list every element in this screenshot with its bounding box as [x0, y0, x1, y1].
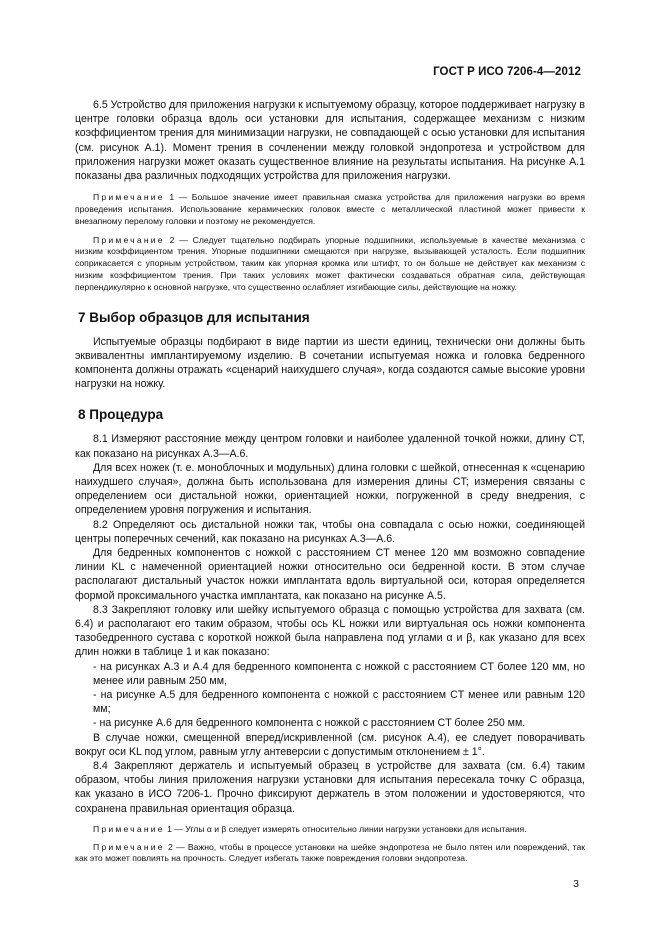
section-7-heading: 7 Выбор образцов для испытания	[78, 309, 310, 325]
list-item: - на рисунке А.6 для бедренного компонента с ножкой с расстоянием CT более 250 мм.	[93, 717, 526, 730]
paragraph-7: Испытуемые образцы подбирают в виде партии из шести единиц, технически они должны быть эквивалентны имплантируемому изделию. В сочетании испытуемая ножка и головка бедренного компонента должны отражать «сценарий наихудшего случая», когда создаются самые высокие уровни нагрузки на ножку.	[75, 335, 585, 391]
note-text: 2 — Следует тщательно подбирать упорные подшипники, используемые в качестве механизма с низким коэффициентом трения. Упорные подшипники смещаются при нагрузке, вызывающей усталость. Если подшипник соприкасается с упорным устройством, таким как упорная кромка или штифт, то он больше не действует как механизм с низким коэффициентом трения. При таких условиях может фактически создаваться обратная сила, действующая перпендикулярно к основной нагрузке, что существенно ослабляет изгибающие силы, действующие на ножку.	[75, 234, 585, 292]
note-label: Примечание	[93, 841, 165, 852]
section-8-heading: 8 Процедура	[78, 407, 164, 423]
page-content	[75, 98, 585, 865]
paragraph-8-3b: В случае ножки, смещенной вперед/искривленной (см. рисунок А.4), ее следует поворачивать вокруг оси KL под углом, равным углу антеверсии с допустимым отклонением ± 1°.	[75, 731, 585, 758]
paragraph-8-2: 8.2 Определяют ось дистальной ножки так, чтобы она совпадала с осью ножки, соединяющей центры поперечных сечений, как показано на рисунках А.3—А.6.	[75, 518, 585, 545]
paragraph-8-4: 8.4 Закрепляют держатель и испытуемый образец в устройстве для захвата (см. 6.4) таким образом, чтобы линия приложения нагрузки установки для испытания пересекала точку C образца, как указано в ИСО 7206-1. Прочно фиксируют держатель в этом положении и удостоверяются, что сохранена правильная ориентация образца.	[75, 760, 585, 815]
note-8-1	[75, 824, 585, 836]
page-number: 3	[573, 878, 579, 890]
note-6-2	[75, 235, 585, 294]
note-text: 1 — Большое значение имеет правильная смазка устройства для приложения нагрузки во время проведения испытания. Использование керамических головок вместе с металлической пластиной может привести к внезапному перелому головки и поэтому не рекомендуется.	[75, 192, 585, 226]
paragraph-8-2b: Для бедренных компонентов с ножкой с расстоянием CT менее 120 мм возможно совпадение линии KL с намеченной ориентацией ножки относительно оси бедренной кости. В этом случае располагают дистальный участок ножки имплантата вдоль виртуальной оси, которая определяется формой проксимального участка имплантата, как показано на рисунке А.5.	[75, 547, 585, 602]
note-text: 2 — Важно, чтобы в процессе установки на шейке эндопротеза не было пятен или повреждений, так как это может повлиять на прочность. Следует избегать также повреждения головки эндопротеза.	[75, 841, 585, 864]
note-label: Примечание	[93, 234, 165, 245]
list-item: - на рисунках А.3 и А.4 для бедренного компонента с ножкой с расстоянием CT более 120 мм, но менее или равным 250 мм,	[93, 660, 585, 687]
paragraph-6-5: 6.5 Устройство для приложения нагрузки к испытуемому образцу, которое поддерживает нагрузку в центре головки образца вдоль оси установки для испытания, содержащее механизм с низким коэффициентом трения для минимизации нагрузки, не совпадающей с осью установки для испытания (см. рисунок А.1). Момент трения в сочленении между головкой эндопротеза и устройством для приложения нагрузки может оказать существенное влияние на результаты испытания. На рисунке А.1 показаны два различных подходящих устройства для приложения нагрузки.	[75, 99, 585, 183]
note-text: 1 — Углы α и β следует измерять относительно линии нагрузки установки для испытания.	[164, 823, 527, 834]
paragraph-8-1b: Для всех ножек (т. е. моноблочных и модульных) длина головки с шейкой, отнесенная к «сценарию наихудшего случая», должна быть использована для измерения длины CT; измерения связаны с определением оси дистальной ножки, ориентацией ножки, погруженной в среду внедрения, с определением уровня погружения и испытания.	[75, 461, 585, 517]
note-8-2	[75, 842, 585, 866]
note-label: Примечание	[93, 823, 165, 834]
paragraph-8-1: 8.1 Измеряют расстояние между центром головки и наиболее удаленной точкой ножки, длину CT, как показано на рисунках А.3—А.6.	[75, 433, 585, 460]
note-6-1	[75, 192, 585, 227]
page-header: ГОСТ Р ИСО 7206-4—2012	[433, 66, 581, 78]
paragraph-8-3: 8.3 Закрепляют головку или шейку испытуемого образца с помощью устройства для захвата (см. 6.4) и располагают его таким образом, чтобы ось KL ножки или виртуальная ось ножки компонента тазобедренного сустава с короткой ножкой была направлена под углами α и β, как указано для всех длин ножки в таблице 1 и как показано:	[75, 603, 585, 659]
note-label: Примечание	[93, 192, 165, 203]
list-item: - на рисунке А.5 для бедренного компонента с ножкой с расстоянием CT менее или равным 120 мм;	[93, 689, 585, 716]
